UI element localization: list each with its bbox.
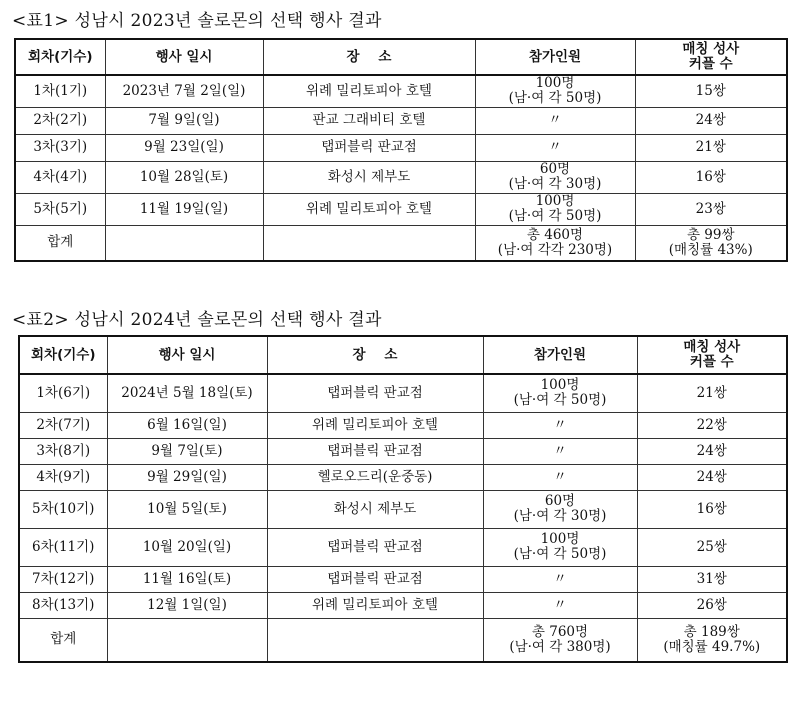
header-couples-line1: 매칭 성사 <box>682 41 740 57</box>
date-cell: 2023년 7월 2일(일) <box>105 75 263 107</box>
total-participants <box>483 618 637 662</box>
participants-breakdown: (남·여 각 50명) <box>508 90 602 107</box>
total-participants-breakdown: (남·여 각 380명) <box>509 638 611 655</box>
couples-cell: 22쌍 <box>637 412 787 438</box>
date-cell: 9월 23일(일) <box>105 134 263 161</box>
participants-breakdown: (남·여 각 30명) <box>513 508 607 524</box>
date-cell: 11월 19일(일) <box>105 193 263 225</box>
participants-cell <box>475 161 635 193</box>
participants-cell <box>483 490 637 528</box>
venue-cell: 탭퍼블릭 판교점 <box>267 438 483 464</box>
venue-cell: 위례 밀리토피아 호텔 <box>263 75 475 107</box>
participants-cell <box>483 412 637 438</box>
table1-caption: <표1> 성남시 2023년 솔로몬의 선택 행사 결과 <box>12 11 382 31</box>
total-venue-empty <box>263 225 475 261</box>
total-participants-count: 총 760명 <box>531 623 589 640</box>
participants-breakdown: (남·여 각 50명) <box>508 208 602 224</box>
venue-cell: 화성시 제부도 <box>263 161 475 193</box>
table-row <box>19 412 787 438</box>
venue-cell: 위례 밀리토피아 호텔 <box>263 193 475 225</box>
total-venue-empty <box>267 618 483 662</box>
date-cell: 10월 28일(토) <box>105 161 263 193</box>
venue-cell: 판교 그래비티 호텔 <box>263 107 475 134</box>
participants-cell <box>475 75 635 107</box>
couples-cell: 16쌍 <box>637 490 787 528</box>
total-date-empty <box>107 618 267 662</box>
participants-cell <box>483 528 637 566</box>
date-cell: 9월 29일(일) <box>107 464 267 490</box>
round-cell: 6차(11기) <box>19 528 107 566</box>
table-row <box>19 528 787 566</box>
table2-header-row <box>19 336 787 374</box>
header-participants: 참가인원 <box>475 39 635 75</box>
header-venue: 장 소 <box>267 336 483 374</box>
couples-cell: 23쌍 <box>635 193 787 225</box>
table-row <box>19 464 787 490</box>
couples-cell: 24쌍 <box>637 464 787 490</box>
table-row <box>15 161 787 193</box>
participants-count: 〃 <box>553 442 567 459</box>
venue-cell: 탭퍼블릭 판교점 <box>267 528 483 566</box>
table-row <box>19 374 787 412</box>
couples-cell: 24쌍 <box>635 107 787 134</box>
table2-caption: <표2> 성남시 2024년 솔로몬의 선택 행사 결과 <box>12 310 382 330</box>
couples-cell: 15쌍 <box>635 75 787 107</box>
participants-count: 〃 <box>548 112 562 128</box>
date-cell: 6월 16일(일) <box>107 412 267 438</box>
participants-count: 100명 <box>535 75 575 92</box>
date-cell: 9월 7일(토) <box>107 438 267 464</box>
round-cell: 4차(4기) <box>15 161 105 193</box>
couples-cell: 24쌍 <box>637 438 787 464</box>
participants-cell <box>475 193 635 225</box>
total-matching-rate: (매칭률 49.7%) <box>663 638 761 655</box>
table-row <box>15 75 787 107</box>
round-cell: 3차(3기) <box>15 134 105 161</box>
venue-cell: 탭퍼블릭 판교점 <box>263 134 475 161</box>
date-cell: 10월 20일(일) <box>107 528 267 566</box>
venue-cell: 헬로오드리(운중동) <box>267 464 483 490</box>
round-cell: 2차(2기) <box>15 107 105 134</box>
table-row <box>19 490 787 528</box>
participants-cell <box>475 134 635 161</box>
round-cell: 7차(12기) <box>19 566 107 592</box>
header-couples-line1: 매칭 성사 <box>683 339 741 355</box>
round-cell: 3차(8기) <box>19 438 107 464</box>
participants-cell <box>483 592 637 618</box>
total-label: 합계 <box>19 618 107 662</box>
participants-cell <box>483 566 637 592</box>
round-cell: 1차(1기) <box>15 75 105 107</box>
header-date: 행사 일시 <box>107 336 267 374</box>
header-round: 회차(기수) <box>15 39 105 75</box>
participants-count: 〃 <box>548 139 562 155</box>
table2-total-row <box>19 618 787 662</box>
participants-count: 〃 <box>553 596 567 613</box>
table-row <box>19 592 787 618</box>
header-round: 회차(기수) <box>19 336 107 374</box>
round-cell: 5차(10기) <box>19 490 107 528</box>
venue-cell: 탭퍼블릭 판교점 <box>267 374 483 412</box>
table-row <box>15 193 787 225</box>
table-row <box>19 566 787 592</box>
header-venue: 장 소 <box>263 39 475 75</box>
participants-count: 〃 <box>553 570 567 587</box>
venue-cell: 위례 밀리토피아 호텔 <box>267 592 483 618</box>
participants-count: 100명 <box>540 531 580 547</box>
total-date-empty <box>105 225 263 261</box>
round-cell: 8차(13기) <box>19 592 107 618</box>
table1-total-row <box>15 225 787 261</box>
participants-count: 〃 <box>553 468 567 485</box>
participants-count: 〃 <box>553 416 567 433</box>
participants-cell <box>483 374 637 412</box>
total-couples-count: 총 99쌍 <box>686 226 735 243</box>
participants-breakdown: (남·여 각 50명) <box>513 546 607 562</box>
date-cell: 7월 9일(일) <box>105 107 263 134</box>
table-row <box>15 107 787 134</box>
participants-breakdown: (남·여 각 30명) <box>508 176 602 192</box>
table-row <box>19 438 787 464</box>
participants-count: 60명 <box>544 493 576 509</box>
couples-cell: 21쌍 <box>637 374 787 412</box>
date-cell: 10월 5일(토) <box>107 490 267 528</box>
date-cell: 11월 16일(토) <box>107 566 267 592</box>
header-participants: 참가인원 <box>483 336 637 374</box>
total-couples <box>637 618 787 662</box>
round-cell: 2차(7기) <box>19 412 107 438</box>
table1-header-row <box>15 39 787 75</box>
table-row <box>15 134 787 161</box>
couples-cell: 26쌍 <box>637 592 787 618</box>
header-couples-line2: 커플 수 <box>689 354 734 370</box>
participants-cell <box>483 438 637 464</box>
round-cell: 5차(5기) <box>15 193 105 225</box>
total-matching-rate: (매칭률 43%) <box>668 241 753 258</box>
total-couples-count: 총 189쌍 <box>683 623 740 640</box>
couples-cell: 31쌍 <box>637 566 787 592</box>
total-participants-breakdown: (남·여 각각 230명) <box>497 241 613 258</box>
participants-count: 60명 <box>539 161 571 177</box>
total-participants <box>475 225 635 261</box>
participants-count: 100명 <box>540 377 580 394</box>
total-label: 합계 <box>15 225 105 261</box>
participants-count: 100명 <box>535 193 575 209</box>
header-couples <box>637 336 787 374</box>
couples-cell: 21쌍 <box>635 134 787 161</box>
couples-cell: 16쌍 <box>635 161 787 193</box>
participants-cell <box>483 464 637 490</box>
header-date: 행사 일시 <box>105 39 263 75</box>
header-couples-line2: 커플 수 <box>688 56 733 72</box>
total-participants-count: 총 460명 <box>526 226 584 243</box>
venue-cell: 화성시 제부도 <box>267 490 483 528</box>
table-2024-results <box>18 335 788 663</box>
header-couples <box>635 39 787 75</box>
couples-cell: 25쌍 <box>637 528 787 566</box>
table-2023-results <box>14 38 788 262</box>
date-cell: 2024년 5월 18일(토) <box>107 374 267 412</box>
participants-cell <box>475 107 635 134</box>
venue-cell: 위례 밀리토피아 호텔 <box>267 412 483 438</box>
round-cell: 1차(6기) <box>19 374 107 412</box>
venue-cell: 탭퍼블릭 판교점 <box>267 566 483 592</box>
round-cell: 4차(9기) <box>19 464 107 490</box>
date-cell: 12월 1일(일) <box>107 592 267 618</box>
total-couples <box>635 225 787 261</box>
participants-breakdown: (남·여 각 50명) <box>513 392 607 409</box>
